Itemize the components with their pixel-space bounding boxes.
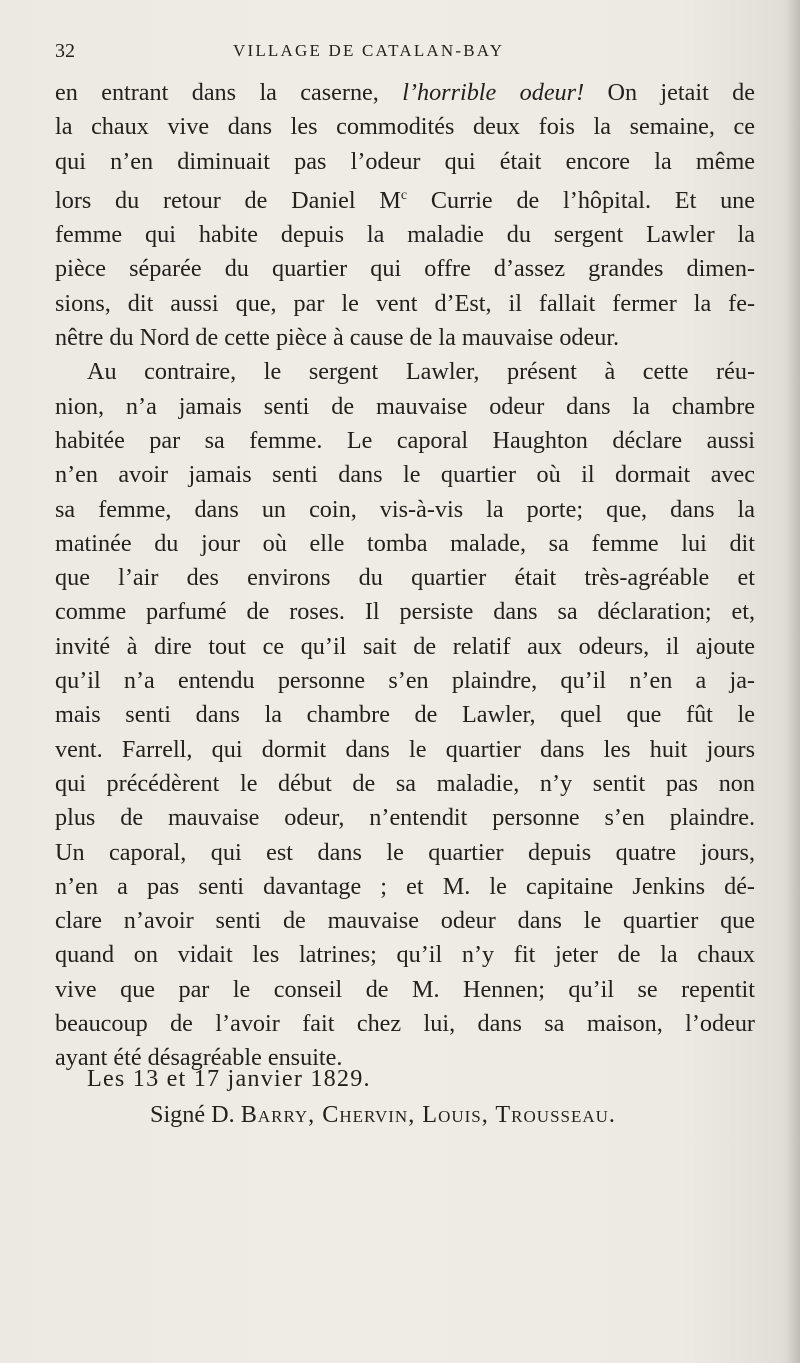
text-segment: en entrant dans la caserne,: [55, 79, 403, 106]
running-head: VILLAGE DE CATALAN-BAY: [233, 41, 505, 60]
text-segment: On jetait de: [584, 79, 755, 106]
text-segment: lors du retour de Daniel M: [55, 186, 401, 214]
italic-phrase: l’horrible odeur!: [402, 79, 585, 106]
text-line: clare n’avoir senti de mauvaise odeur dans le quartier que: [55, 907, 755, 935]
text-line: plus de mauvaise odeur, n’entendit personne s’en plaindre.: [55, 804, 755, 832]
text-line: quand on vidait les latrines; qu’il n’y fit jeter de la chaux: [55, 941, 755, 969]
text-line: n’en avoir jamais senti dans le quartier où il dormait avec: [55, 461, 755, 489]
text-line: nêtre du Nord de cette pièce à cause de la mauvaise odeur.: [55, 324, 620, 352]
text-line: invité à dire tout ce qu’il sait de relatif aux odeurs, il ajoute: [55, 632, 755, 660]
text-line: Un caporal, qui est dans le quartier depuis quatre jours,: [55, 838, 755, 866]
text-line: [55, 179, 755, 218]
document-date: Les 13 et 17 janvier 1829.: [87, 1065, 371, 1092]
text-line: matinée du jour où elle tomba malade, sa femme lui dit: [55, 529, 755, 557]
text-line: n’en a pas senti davantage ; et M. le capitaine Jenkins dé-: [55, 872, 755, 900]
text-segment: Currie de l’hôpital. Et une: [407, 186, 755, 214]
text-line: qui précédèrent le début de sa maladie, n’y sentit pas non: [55, 769, 755, 797]
text-line: [55, 76, 755, 110]
text-line: la chaux vive dans les commodités deux fois la semaine, ce: [55, 113, 755, 141]
signatory-names: Barry, Chervin, Louis, Trousseau.: [240, 1101, 616, 1128]
text-line: nion, n’a jamais senti de mauvaise odeur dans la chambre: [55, 392, 755, 420]
text-line: beaucoup de l’avoir fait chez lui, dans sa maison, l’odeur: [55, 1010, 755, 1038]
page-header: [55, 37, 755, 65]
text-line: ayant été désagréable ensuite.: [55, 1044, 343, 1072]
text-line: qui n’en diminuait pas l’odeur qui était encore la même: [55, 147, 755, 175]
text-line: femme qui habite depuis la maladie du sergent Lawler la: [55, 221, 755, 249]
text-line: habitée par sa femme. Le caporal Haughton déclare aussi: [55, 426, 755, 454]
text-line: qu’il n’a entendu personne s’en plaindre, qu’il n’en a ja-: [55, 667, 755, 695]
signature-line: [150, 1098, 616, 1132]
text-line: mais senti dans la chambre de Lawler, quel que fût le: [55, 701, 755, 729]
signed-label: Signé D.: [150, 1101, 241, 1128]
paragraph-first-line: Au contraire, le sergent Lawler, présent à cette réu-: [87, 358, 755, 386]
text-line: vive que par le conseil de M. Hennen; qu’il se repentit: [55, 975, 755, 1003]
text-line: pièce séparée du quartier qui offre d’assez grandes dimen-: [55, 255, 755, 283]
page-edge-shadow: [786, 0, 800, 1363]
page-number: 32: [55, 40, 75, 62]
text-line: sions, dit aussi que, par le vent d’Est, il fallait fermer la fe-: [55, 289, 755, 317]
text-line: que l’air des environs du quartier était très-agréable et: [55, 564, 755, 592]
text-line: vent. Farrell, qui dormit dans le quartier dans les huit jours: [55, 735, 755, 763]
text-line: comme parfumé de roses. Il persiste dans sa déclaration; et,: [55, 598, 755, 626]
body-paragraphs: [55, 76, 755, 1076]
text-line: sa femme, dans un coin, vis-à-vis la porte; que, dans la: [55, 495, 755, 523]
superscript: c: [400, 187, 408, 203]
